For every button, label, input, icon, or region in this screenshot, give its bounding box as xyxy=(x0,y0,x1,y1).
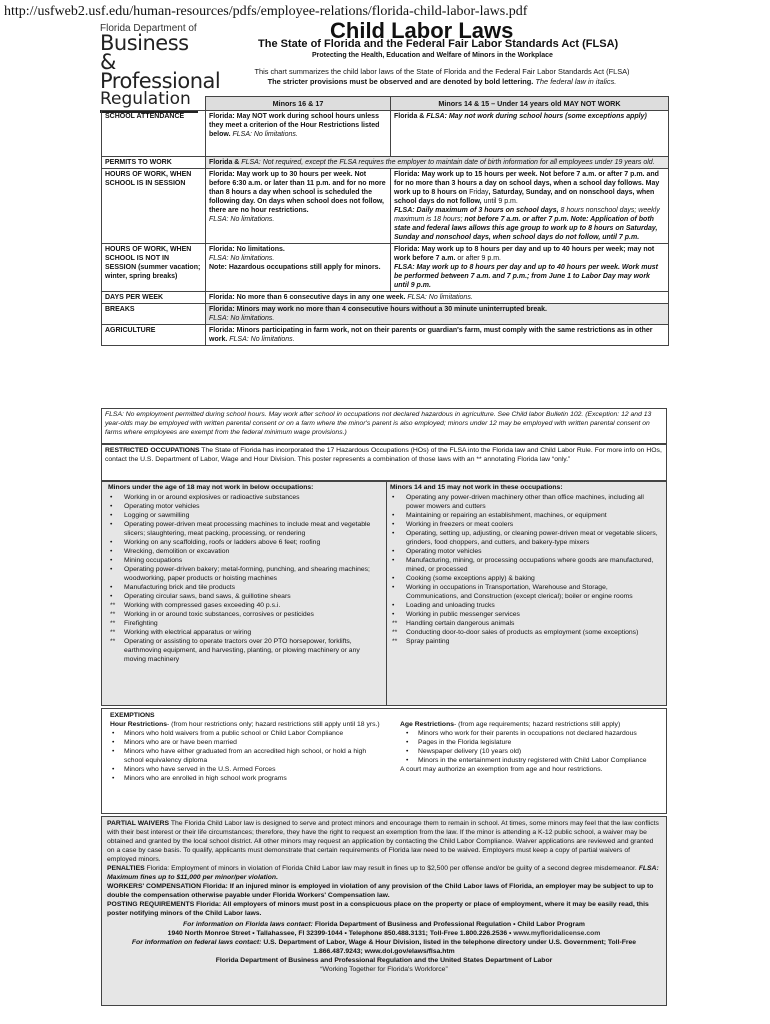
list-item-text: Operating power-driven bakery; metal-forming, punching, and shearing machines; woodworking, paper products or hoisting machines xyxy=(124,566,370,582)
table-cell xyxy=(206,169,391,244)
posting-heading: POSTING REQUIREMENTS xyxy=(107,901,195,908)
list-item-text: Manufacturing, mining, or processing occupations where goods are manufactured, mined, or processed xyxy=(406,557,654,573)
cell-italic: FLSA: No limitations. xyxy=(209,255,275,262)
cell-normal: Friday xyxy=(469,189,489,196)
cell-bold: Florida: No limitations. xyxy=(209,246,285,253)
flsa-note: FLSA: No employment permitted during school hours. May work after school in occupations not declared hazardous in agriculture. See Child labor Bulletin 102. (Exception: 12 and 13 year-olds may be employed with written parental consent or on a farm where the minor's parent is also employed; minors under 12 may be employed with written parental consent on farms where employees are exempt from the federal minimum wage provisions.) xyxy=(101,408,667,444)
list-item-text: Manufacturing brick and tile products xyxy=(124,584,236,591)
list-item xyxy=(390,547,662,556)
cell-italic: FLSA: May not work during school hours (some exceptions apply) xyxy=(426,113,647,120)
intro-line-1: This chart summarizes the child labor laws of the State of Florida and the Federal Fair Labor Standards Act (FLSA) xyxy=(254,67,630,76)
bullet-marker: • xyxy=(112,748,115,755)
cell-italic: FLSA: No limitations. xyxy=(407,294,473,301)
table-row xyxy=(102,111,669,157)
page-subtitle: The State of Florida and the Federal Fair Labor Standards Act (FLSA) xyxy=(258,38,619,50)
bullet-marker: • xyxy=(392,521,395,528)
table-row xyxy=(102,304,669,325)
list-item-text: Working in or around explosives or radioactive substances xyxy=(124,494,300,501)
bullet-marker: • xyxy=(392,575,395,582)
col-header-16-17: Minors 16 & 17 xyxy=(206,97,391,111)
cell-italic: FLSA: No limitations. xyxy=(232,131,298,138)
list-item-text: Wrecking, demolition or excavation xyxy=(124,548,230,555)
table-cell xyxy=(206,292,669,304)
bullet-marker: ** xyxy=(110,602,116,609)
bullet-marker: ** xyxy=(392,629,398,636)
list-item-text: Operating any power-driven machinery other than office machines, including all power mowers and cutters xyxy=(406,494,644,510)
restricted-text: The State of Florida has incorporated the 17 Hazardous Occupations (HOs) of the FLSA into the Florida law and Child Labor Rule. For more info on HOs, contact the U.S. Department of Labor, Wage and Hour Division. This poster represents a combination of those laws with an ** annotating Florida law “only.” xyxy=(105,447,662,463)
bullet-marker: ** xyxy=(110,611,116,618)
list-item-text: Minors who hold waivers from a public school or Child Labor Compliance xyxy=(124,730,344,737)
cell-normal: or after 9 p.m. xyxy=(455,255,501,262)
florida-contact-org: Florida Department of Business and Professional Regulation • Child Labor Program xyxy=(312,921,585,928)
list-item xyxy=(390,628,662,637)
list-item xyxy=(108,493,383,502)
cell-bold: not before 7 a.m. or after 7 p.m. Note: Application of both state and federal laws allows this age group to work up to 8 hours on Saturday, Sunday and nonschool days, when school days do not follow, until 7 p.m. xyxy=(394,216,658,241)
bullet-marker: • xyxy=(392,494,395,501)
age-text: - (from age requirements; hazard restrictions still apply) xyxy=(454,721,621,728)
bullet-marker: • xyxy=(110,584,113,591)
florida-contact-label: For information on Florida laws contact: xyxy=(183,921,313,928)
table-row xyxy=(102,244,669,292)
haz-right-heading: Minors 14 and 15 may not work in these occupations: xyxy=(390,484,563,491)
list-item xyxy=(108,619,383,628)
list-item xyxy=(390,556,662,574)
list-item xyxy=(108,502,383,511)
list-item xyxy=(390,619,662,628)
list-item-text: Minors who have served in the U.S. Armed Forces xyxy=(124,766,276,773)
list-item-text: Firefighting xyxy=(124,620,158,627)
row-label: PERMITS TO WORK xyxy=(102,157,206,169)
cell-bold: Florida: May NOT work during school hours unless they meet a criterion of the Hour Restrictions listed below. xyxy=(209,113,380,138)
list-item-text: Mining occupations xyxy=(124,557,183,564)
list-item xyxy=(390,637,662,646)
list-item xyxy=(110,765,380,774)
penalties-heading: PENALTIES xyxy=(107,865,145,872)
list-item-text: Operating motor vehicles xyxy=(406,548,482,555)
cell-italic: FLSA: No limitations. xyxy=(209,216,275,223)
logo-line-3: Professional xyxy=(100,69,221,93)
list-item-text: Operating power-driven meat processing machines to include meat and vegetable slicers; slaughtering, meat packing, processing, or rendering xyxy=(124,521,371,537)
list-item xyxy=(110,747,380,765)
list-item xyxy=(108,637,383,664)
waiver-text: The Florida Child Labor law is designed to serve and protect minors and encourage them to remain in school. At times, some minors may feel that the law conflicts with their best interest or their life circumstances; therefore, they have the right to request an exemption from the law. If the minor is attending a K-12 public school, a waiver may be obtained and granted by the local school district. All other minors may request an application by contacting the Child Labor Compliance. Waiver applications are reviewed and granted on a case by case basis. To qualify, applicants must demonstrate that certain requirements of Florida law need to be waived. Employers must keep a copy of partial waivers of employed minors. xyxy=(107,820,659,863)
list-item xyxy=(404,738,665,747)
list-item-text: Operating circular saws, band saws, & guillotine shears xyxy=(124,593,291,600)
bullet-marker: ** xyxy=(392,620,398,627)
list-item xyxy=(390,601,662,610)
cell-bold: Florida: No more than 6 consecutive days in any one week. xyxy=(209,294,406,301)
list-item-text: Operating, setting up, adjusting, or cleaning power-driven meat or vegetable slicers, grinders, food choppers, and cutters, and bakery-type mixers xyxy=(406,530,658,546)
bullet-marker: • xyxy=(392,584,395,591)
workers-comp xyxy=(107,882,661,900)
haz-left-column xyxy=(108,483,383,664)
bullet-marker: • xyxy=(110,539,113,546)
bullet-marker: • xyxy=(110,548,113,555)
list-item-text: Minors who are enrolled in high school work programs xyxy=(124,775,287,782)
table-row xyxy=(102,325,669,346)
slogan: “Working Together for Florida's Workforce” xyxy=(320,966,448,973)
list-item-text: Working on any scaffolding, roofs or ladders above 6 feet; roofing xyxy=(124,539,321,546)
bullet-marker: • xyxy=(406,730,409,737)
cell-italic: FLSA: Daily maximum of 3 hours on school days, xyxy=(394,207,559,214)
age-heading: Age Restrictions xyxy=(400,721,455,728)
list-item xyxy=(404,756,665,765)
haz-right-column xyxy=(390,483,662,646)
table-row xyxy=(102,292,669,304)
list-item-text: Minors who have either graduated from an accredited high school, or hold a high school equivalency diploma xyxy=(124,748,367,764)
exemptions xyxy=(101,708,667,814)
age-restrictions xyxy=(400,720,665,774)
list-item xyxy=(404,729,665,738)
list-item-text: Working with compressed gases exceeding 40 p.s.i. xyxy=(124,602,281,609)
cell-bold: Note: Hazardous occupations still apply for minors. xyxy=(209,264,381,271)
logo-line-4: Regulation xyxy=(100,89,191,109)
list-item-text: Working in occupations in Transportation, Warehouse and Storage, Communications, and Construction (except clerical); boiler or engine rooms xyxy=(406,584,633,600)
list-item-text: Minors who are or have been married xyxy=(124,739,237,746)
hour-heading: Hour Restrictions xyxy=(110,721,168,728)
list-item-text: Maintaining or repairing an establishment, machines, or equipment xyxy=(406,512,607,519)
cell-bold: Florida: Minors may work no more than 4 consecutive hours without a 30 minute uninterrupted break. xyxy=(209,306,547,313)
list-item xyxy=(390,574,662,583)
list-item xyxy=(390,520,662,529)
page-subtitle-2: Protecting the Health, Education and Welfare of Minors in the Workplace xyxy=(312,52,553,59)
bullet-marker: • xyxy=(110,593,113,600)
wc-heading: WORKERS' COMPENSATION xyxy=(107,883,202,890)
table-cell xyxy=(391,244,669,292)
waiver-heading: PARTIAL WAIVERS xyxy=(107,820,170,827)
haz-right-list xyxy=(390,493,662,646)
table-cell xyxy=(206,244,391,292)
labor-law-table xyxy=(101,96,669,346)
intro-bold: The stricter provisions must be observed and are denoted by bold lettering. xyxy=(267,77,534,86)
row-label: DAYS PER WEEK xyxy=(102,292,206,304)
table-cell xyxy=(206,157,669,169)
url-header: http://usfweb2.usf.edu/human-resources/pdfs/employee-relations/florida-child-labor-laws.pdf xyxy=(4,4,528,19)
list-item xyxy=(390,511,662,520)
column-divider xyxy=(386,482,387,705)
penalties-text: Florida: Employment of minors in violation of Florida Child Labor law may result in fines up to $2,500 per offense and/or be guilty of a second degree misdemeanor. xyxy=(144,865,637,872)
list-item-text: Operating or assisting to operate tractors over 20 PTO horsepower, forklifts, earthmoving equipment, and harvesting, planting, or plowing machinery or any moving machinery xyxy=(124,638,360,663)
florida-address-text: 1940 North Monroe Street • Tallahassee, Fl 32399-1044 • Telephone 850.488.3131; Toll-Free 1.800.226.2536 • xyxy=(167,930,512,937)
bullet-marker: • xyxy=(392,548,395,555)
bullet-marker: ** xyxy=(392,638,398,645)
list-item xyxy=(108,592,383,601)
list-item-text: Cooking (some exceptions apply) & baking xyxy=(406,575,535,582)
logo-line-2: Business & xyxy=(100,31,189,74)
row-label: HOURS OF WORK, WHEN SCHOOL IS IN SESSION xyxy=(102,169,206,244)
exemptions-heading: EXEMPTIONS xyxy=(110,712,155,719)
age-list xyxy=(400,729,665,765)
table-cell xyxy=(206,111,391,157)
list-item-text: Spray painting xyxy=(406,638,450,645)
list-item xyxy=(108,601,383,610)
list-item xyxy=(110,729,380,738)
list-item-text: Conducting door-to-door sales of products as employment (some exceptions) xyxy=(406,629,639,636)
bullet-marker: • xyxy=(112,766,115,773)
cell-italic: FLSA: May work up to 8 hours per day and up to 40 hours per week. Work must be performed between 7 a.m. and 7 p.m.; from June 1 to Labor Day may work until 9 p.m. xyxy=(394,264,658,289)
row-label: HOURS OF WORK, WHEN SCHOOL IS NOT IN SESSION (summer vacation; winter, spring breaks) xyxy=(102,244,206,292)
cell-bold: Florida: May work up to 8 hours per day and up to 40 hours per week; may not work before 7 a.m. xyxy=(394,246,655,262)
posting-text: Florida: All employers of minors must post in a conspicuous place on the property or place of employment, where it may be easily read, this poster notifying minors of the Child Labor laws. xyxy=(107,901,649,917)
col-header-14-15: Minors 14 & 15 – Under 14 years old MAY NOT WORK xyxy=(391,97,669,111)
bullet-marker: • xyxy=(406,748,409,755)
list-item xyxy=(108,583,383,592)
haz-left-list xyxy=(108,493,383,664)
list-item xyxy=(108,538,383,547)
penalties-flsa: FLSA: Maximum fines up to $11,000 per minor/per violation. xyxy=(107,865,659,881)
cell-bold: Florida: May work up to 30 hours per week. Not before 6:30 a.m. or later than 11 p.m. and for no more than 8 hours a day when school is scheduled the following day. On days when school does not follow, there are no hour restrictions. xyxy=(209,171,386,214)
florida-contact xyxy=(107,920,661,929)
row-label: AGRICULTURE xyxy=(102,325,206,346)
wc-text: Florida: If an injured minor is employed in violation of any provision of the Child Labor laws of Florida, an employer may be subject to up to double the compensation otherwise payable under Florida Workers' Compensation law. xyxy=(107,883,654,899)
bullet-marker: • xyxy=(392,530,395,537)
list-item-text: Minors who work for their parents in occupations not declared hazardous xyxy=(418,730,637,737)
bullet-marker: • xyxy=(112,730,115,737)
list-item-text: Operating motor vehicles xyxy=(124,503,200,510)
bullet-marker: • xyxy=(392,611,395,618)
cell-italic: FLSA: No limitations. xyxy=(209,315,275,322)
list-item xyxy=(404,747,665,756)
list-item xyxy=(390,493,662,511)
table-row xyxy=(102,157,669,169)
table-row xyxy=(102,169,669,244)
list-item-text: Pages in the Florida legislature xyxy=(418,739,512,746)
list-item xyxy=(390,583,662,601)
florida-address xyxy=(107,929,661,938)
hazardous-occupations xyxy=(101,481,667,706)
cell-italic: FLSA: Not required, except the FLSA requires the employer to maintain date of birth information for all employees under 19 years old. xyxy=(241,159,655,166)
list-item xyxy=(390,529,662,547)
bullet-marker: • xyxy=(406,757,409,764)
row-label: BREAKS xyxy=(102,304,206,325)
cell-normal: until 9 p.m. xyxy=(481,198,518,205)
table-cell xyxy=(391,169,669,244)
table-cell xyxy=(206,304,669,325)
partial-waivers xyxy=(107,819,661,864)
hour-text: - (from hour restrictions only; hazard restrictions still apply until 18 yrs.) xyxy=(167,721,380,728)
bullet-marker: • xyxy=(112,775,115,782)
list-item xyxy=(108,511,383,520)
age-note: A court may authorize an exemption from age and hour restrictions. xyxy=(400,766,603,773)
restricted-heading: RESTRICTED OCCUPATIONS xyxy=(105,447,200,454)
bullet-marker: ** xyxy=(110,620,116,627)
list-item xyxy=(108,628,383,637)
list-item xyxy=(390,610,662,619)
list-item-text: Handling certain dangerous animals xyxy=(406,620,515,627)
list-item-text: Minors in the entertainment industry registered with Child Labor Compliance xyxy=(418,757,647,764)
logo-line-1: Florida Department of xyxy=(100,23,197,34)
list-item-text: Working in freezers or meat coolers xyxy=(406,521,514,528)
restricted-occupations xyxy=(101,444,667,481)
posting-requirements xyxy=(107,900,661,918)
florida-website-link[interactable]: www.myfloridalicense.com xyxy=(511,930,601,937)
federal-contact-label: For information on federal laws contact: xyxy=(131,939,262,946)
list-item xyxy=(108,610,383,619)
federal-contact-org: U.S. Department of Labor, Wage & Hour Division, listed in the telephone directory under U.S. Government; Toll-Free 1.866.487.9243; xyxy=(261,939,637,955)
cell-italic: FLSA: No limitations. xyxy=(229,336,295,343)
intro-italic: The federal law in italics. xyxy=(535,77,617,86)
list-item xyxy=(108,547,383,556)
bullet-marker: • xyxy=(110,494,113,501)
list-item xyxy=(110,774,380,783)
row-label: SCHOOL ATTENDANCE xyxy=(102,111,206,157)
cell-bold: Florida: Minors participating in farm work, not on their parents or guardian's farm, must comply with the same restrictions as in other work. xyxy=(209,327,653,343)
bullet-marker: • xyxy=(110,566,113,573)
list-item xyxy=(108,565,383,583)
joint-statement: Florida Department of Business and Professional Regulation and the United States Department of Labor xyxy=(215,957,553,964)
list-item-text: Working with electrical apparatus or wiring xyxy=(124,629,252,636)
cell-italic: 8 hours nonschool days; weekly maximum is 18 hours; xyxy=(394,207,660,223)
cell-bold: , Saturday, Sunday, and on nonschool days, when school days do not follow, xyxy=(394,189,655,205)
page-title: Child Labor Laws xyxy=(330,18,514,43)
bullet-marker: • xyxy=(392,602,395,609)
list-item-text: Newspaper delivery (10 years old) xyxy=(418,748,522,755)
list-item xyxy=(108,520,383,538)
federal-website-link[interactable]: www.dol.gov/elaws/flsa.htm xyxy=(362,948,455,955)
cell-bold: Florida & xyxy=(209,159,240,166)
penalties xyxy=(107,864,661,882)
list-item-text: Loading and unloading trucks xyxy=(406,602,495,609)
bullet-marker: • xyxy=(406,739,409,746)
bullet-marker: • xyxy=(110,512,113,519)
table-cell xyxy=(206,325,669,346)
list-item xyxy=(110,738,380,747)
bullet-marker: ** xyxy=(110,638,116,645)
bullet-marker: • xyxy=(110,503,113,510)
cell-bold: Florida: May work up to 15 hours per week. Not before 7 a.m. or after 7 p.m. and for no more than 3 hours a day on school days, when a school day follows. May work up to 8 hours on xyxy=(394,171,660,196)
bullet-marker: • xyxy=(112,739,115,746)
bullet-marker: ** xyxy=(110,629,116,636)
hour-restrictions xyxy=(110,711,380,783)
federal-contact xyxy=(107,938,661,956)
bullet-marker: • xyxy=(392,557,395,564)
list-item-text: Working in or around toxic substances, corrosives or pesticides xyxy=(124,611,314,618)
hour-list xyxy=(110,729,380,783)
table-cell xyxy=(391,111,669,157)
table-corner xyxy=(102,97,206,111)
list-item-text: Working in public messenger services xyxy=(406,611,520,618)
list-item xyxy=(108,556,383,565)
cell-bold: Florida & xyxy=(394,113,425,120)
intro-text xyxy=(207,67,677,87)
list-item-text: Logging or sawmilling xyxy=(124,512,190,519)
bullet-marker: • xyxy=(110,521,113,528)
haz-left-heading: Minors under the age of 18 may not work in below occupations: xyxy=(108,484,314,491)
bullet-marker: • xyxy=(110,557,113,564)
bullet-marker: • xyxy=(392,512,395,519)
footer xyxy=(101,816,667,1006)
